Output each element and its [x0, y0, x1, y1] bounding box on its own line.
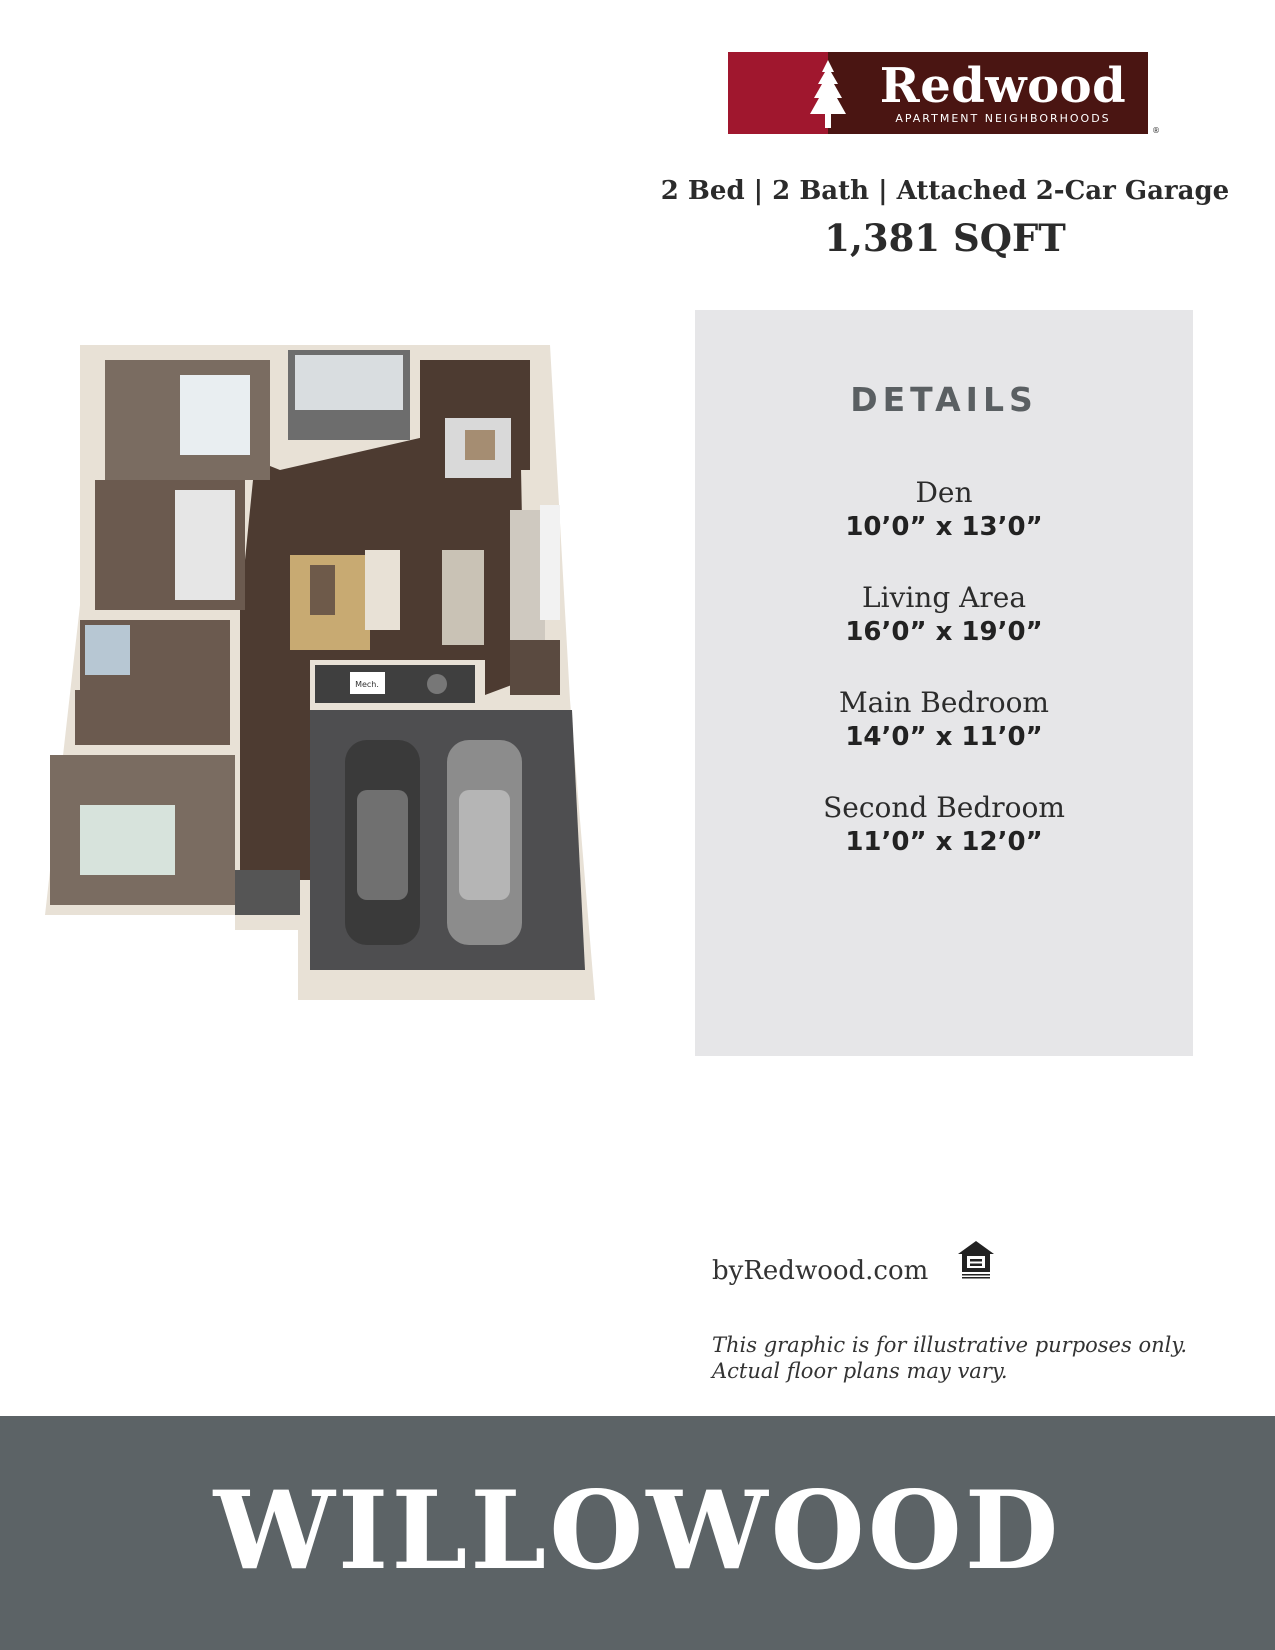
- mech-label: Mech.: [355, 680, 379, 689]
- room-dimensions: 11’0” x 12’0”: [845, 827, 1043, 857]
- registered-mark: ®: [1152, 126, 1160, 135]
- room-name: Second Bedroom: [823, 791, 1065, 824]
- room-dimensions: 16’0” x 19’0”: [845, 617, 1043, 647]
- room-name: Main Bedroom: [839, 686, 1049, 719]
- room-den: [695, 476, 1193, 544]
- footer-banner: [0, 1416, 1275, 1650]
- website-link[interactable]: byRedwood.com: [712, 1256, 929, 1286]
- details-heading: DETAILS: [850, 380, 1038, 419]
- room-dimensions: 10’0” x 13’0”: [845, 512, 1043, 542]
- room-dimensions: 14’0” x 11’0”: [845, 722, 1043, 752]
- floorplan-name: WILLOWOOD: [213, 1468, 1062, 1594]
- floor-plan-illustration: [40, 340, 640, 1040]
- equal-housing-icon: [954, 1238, 998, 1282]
- disclaimer: [712, 1332, 1232, 1384]
- room-name: Den: [915, 476, 973, 509]
- room-name: Living Area: [861, 581, 1027, 614]
- square-footage: 1,381 SQFT: [824, 216, 1066, 260]
- details-panel: [695, 310, 1193, 1056]
- brand-name: Redwood: [879, 58, 1127, 114]
- tree-icon: [790, 58, 866, 130]
- brand-tagline: APARTMENT NEIGHBORHOODS: [895, 112, 1111, 125]
- disclaimer-line-2: Actual floor plans may vary.: [712, 1359, 1008, 1383]
- unit-summary: 2 Bed | 2 Bath | Attached 2-Car Garage: [660, 176, 1230, 206]
- disclaimer-line-1: This graphic is for illustrative purposes only.: [712, 1333, 1188, 1357]
- room-main-bedroom: [695, 686, 1193, 754]
- room-living-area: [695, 581, 1193, 649]
- redwood-logo: [728, 52, 1160, 135]
- room-second-bedroom: [695, 791, 1193, 859]
